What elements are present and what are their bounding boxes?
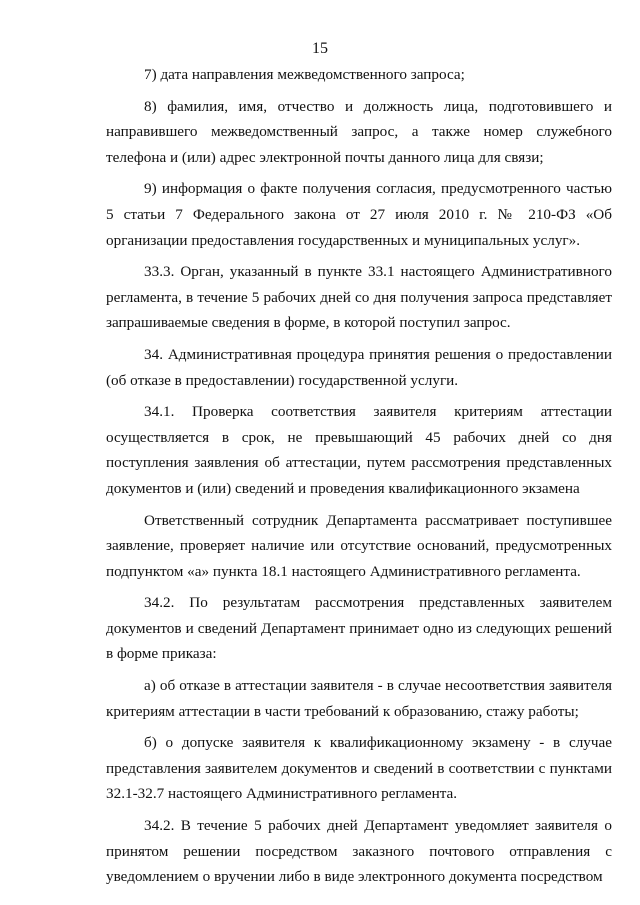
paragraph-item-9: 9) информация о факте получения согласия, предусмотренного частью 5 статьи 7 Федерального закона от 27 июля 2010 г. № 210-ФЗ «Об организации предоставления государственных и муниципальных услуг». — [106, 180, 612, 249]
paragraph-item-8: 8) фамилия, имя, отчество и должность лица, подготовившего и направившего межведомственный запрос, а также номер служебного телефона и (или) адрес электронной почты данного лица для связи; — [106, 97, 612, 166]
paragraph-34: 34. Административная процедура принятия решения о предоставлении (об отказе в предоставлении) государственной услуги. — [106, 345, 612, 389]
paragraph-decision-b: б) о допуске заявителя к квалификационному экзамену - в случае представления заявителем документов и сведений в соответствии с пунктами 32.1-32.7 настоящего Административного регламента. — [106, 734, 612, 803]
paragraph-34-2-decisions: 34.2. По результатам рассмотрения представленных заявителем документов и сведений Департамент принимает одно из следующих решений в форме приказа: — [106, 594, 612, 663]
document-body — [106, 62, 612, 896]
paragraph-responsible-employee: Ответственный сотрудник Департамента рассматривает поступившее заявление, проверяет наличие или отсутствие оснований, предусмотренных подпунктом «а» пункта 18.1 настоящего Административного регламента. — [106, 511, 612, 580]
page-number: 15 — [312, 40, 328, 57]
paragraph-34-1: 34.1. Проверка соответствия заявителя критериям аттестации осуществляется в срок, не превышающий 45 рабочих дней со дня поступления заявления об аттестации, путем рассмотрения представленных документов и (или) сведений и проведения квалификационного экзамена — [106, 403, 612, 497]
paragraph-33-3: 33.3. Орган, указанный в пункте 33.1 настоящего Административного регламента, в течение 5 рабочих дней со дня получения запроса представляет запрашиваемые сведения в форме, в которой поступил запрос. — [106, 263, 612, 332]
paragraph-decision-a: а) об отказе в аттестации заявителя - в случае несоответствия заявителя критериям аттестации в части требований к образованию, стажу работы; — [106, 677, 612, 720]
paragraph-34-2-notification: 34.2. В течение 5 рабочих дней Департамент уведомляет заявителя о принятом решении посредством заказного почтового отправления с уведомлением о вручении либо в виде электронного документа посредством — [106, 817, 612, 886]
paragraph-item-7: 7) дата направления межведомственного запроса; — [144, 66, 465, 83]
